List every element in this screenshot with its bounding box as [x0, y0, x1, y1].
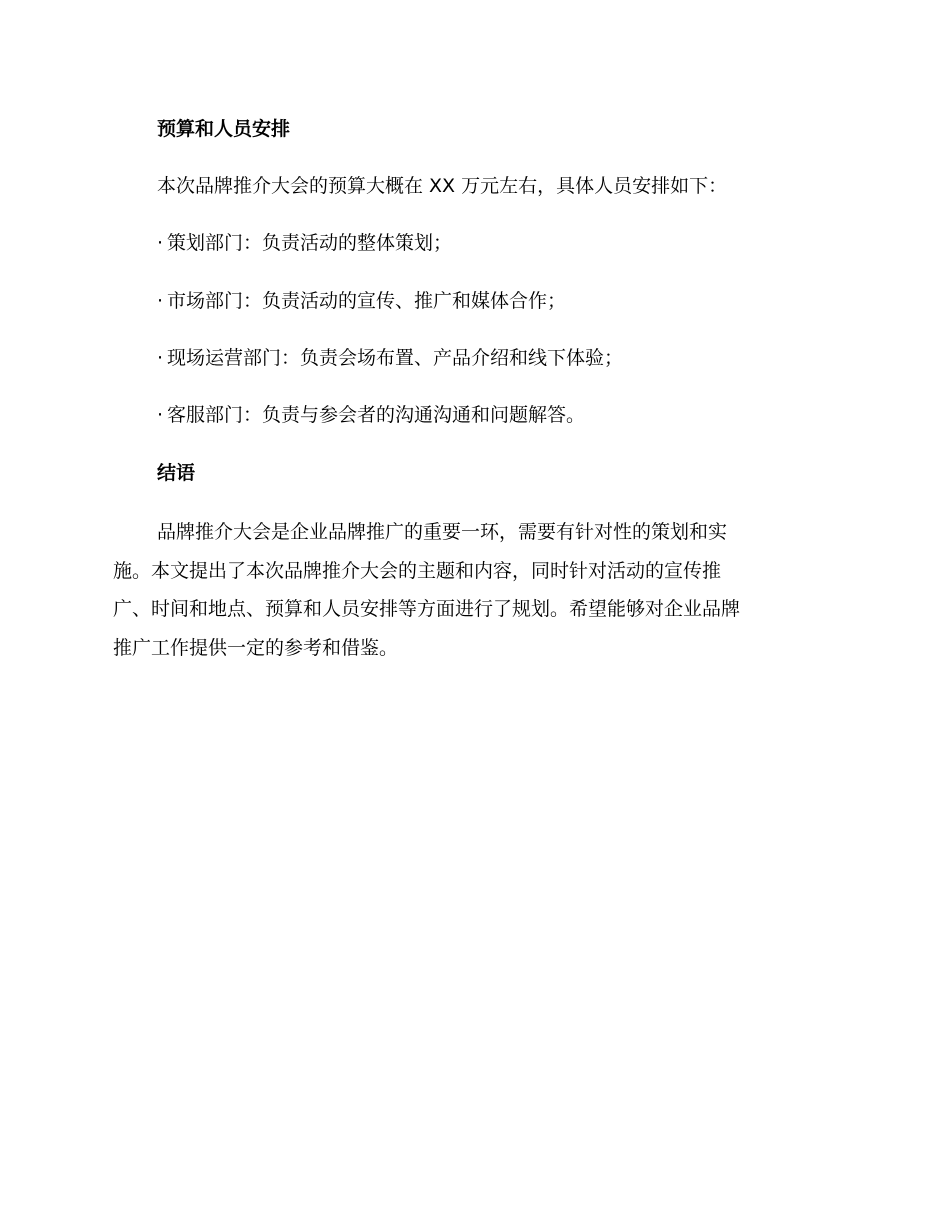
bullet-dot-icon: · [157, 232, 164, 254]
bullet-dot-icon: · [157, 404, 164, 426]
budget-section-heading: 预算和人员安排 [157, 118, 291, 140]
budget-intro-paragraph: 本次品牌推介大会的预算大概在 XX 万元左右，具体人员安排如下： [157, 175, 728, 197]
conclusion-section-heading: 结语 [157, 462, 196, 484]
list-item-text: 现场运营部门：负责会场布置、产品介绍和线下体验； [167, 347, 624, 369]
list-item [157, 288, 566, 314]
conclusion-paragraph [113, 513, 843, 667]
list-item [157, 230, 452, 256]
paragraph-line: 广、时间和地点、预算和人员安排等方面进行了规划。希望能够对企业品牌 [113, 598, 741, 620]
paragraph-line: 推广工作提供一定的参考和借鉴。 [113, 636, 399, 659]
list-item [157, 345, 623, 371]
list-item-text: 市场部门：负责活动的宣传、推广和媒体合作； [167, 290, 567, 312]
paragraph-line: 施。本文提出了本次品牌推介大会的主题和内容，同时针对活动的宣传推 [113, 559, 722, 582]
paragraph-line: 品牌推介大会是企业品牌推广的重要一环，需要有针对性的策划和实 [157, 521, 728, 543]
bullet-dot-icon: · [157, 347, 164, 369]
list-item-text: 客服部门：负责与参会者的沟通沟通和问题解答。 [167, 404, 586, 426]
list-item [157, 402, 585, 428]
bullet-dot-icon: · [157, 290, 164, 312]
list-item-text: 策划部门：负责活动的整体策划； [167, 232, 453, 254]
